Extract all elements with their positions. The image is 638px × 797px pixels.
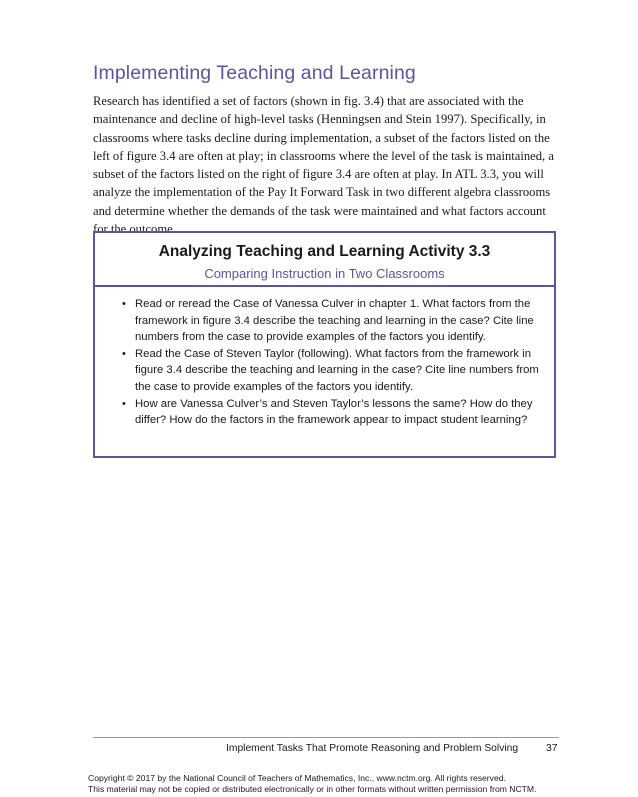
- permission-line: This material may not be copied or distributed electronically or in other formats without written permission from NCTM.: [88, 783, 537, 794]
- list-item-text: Read or reread the Case of Vanessa Culver in chapter 1. What factors from the framework in figure 3.4 describe the teaching and learning in the case? Cite line numbers from the case to provide examples of the factors you identify.: [135, 298, 534, 344]
- copyright-notice: [88, 773, 536, 794]
- list-item: [122, 346, 540, 396]
- activity-box-header: [95, 233, 554, 287]
- bullet-icon: •: [122, 397, 126, 410]
- copyright-line: Copyright © 2017 by the National Council of Teachers of Mathematics, Inc., www.nctm.org. All rights reserved.: [88, 773, 506, 783]
- activity-title: Analyzing Teaching and Learning Activity 3.3: [158, 243, 491, 260]
- activity-subtitle: Comparing Instruction in Two Classrooms: [204, 266, 445, 281]
- body-paragraph: Research has identified a set of factors (shown in fig. 3.4) that are associated with the maintenance and decline of high-level tasks (Henningsen and Stein 1997). Specifically, in classrooms where tasks decline during implementation, a subset of the factors listed on the left of figure 3.4 are often at play; in classrooms where the level of the task is maintained, a subset of the factors listed on the right of figure 3.4 are often at play. In ATL 3.3, you will analyze the implementation of the Pay It Forward Task in two different algebra classrooms and determine whether the demands of the task were maintained and what factors account for the outcome.: [93, 94, 554, 237]
- page-number: 37: [546, 743, 558, 754]
- bullet-icon: •: [122, 298, 126, 310]
- activity-list: [95, 287, 554, 429]
- list-item-text: Read the Case of Steven Taylor (following). What factors from the framework in figure 3.4 describe the teaching and learning in the case? Cite line numbers from the case to provide examples of the factors you identify.: [135, 347, 539, 393]
- activity-box: [93, 231, 556, 458]
- list-item: [122, 296, 540, 346]
- list-item: [122, 396, 540, 429]
- running-footer-title: Implement Tasks That Promote Reasoning and Problem Solving: [226, 743, 519, 754]
- bullet-icon: •: [122, 347, 126, 360]
- footer-divider: [93, 737, 559, 738]
- section-heading: Implementing Teaching and Learning: [93, 62, 416, 84]
- list-item-text: How are Vanessa Culver’s and Steven Taylor’s lessons the same? How do they differ? How do the factors in the framework appear to impact student learning?: [135, 397, 533, 427]
